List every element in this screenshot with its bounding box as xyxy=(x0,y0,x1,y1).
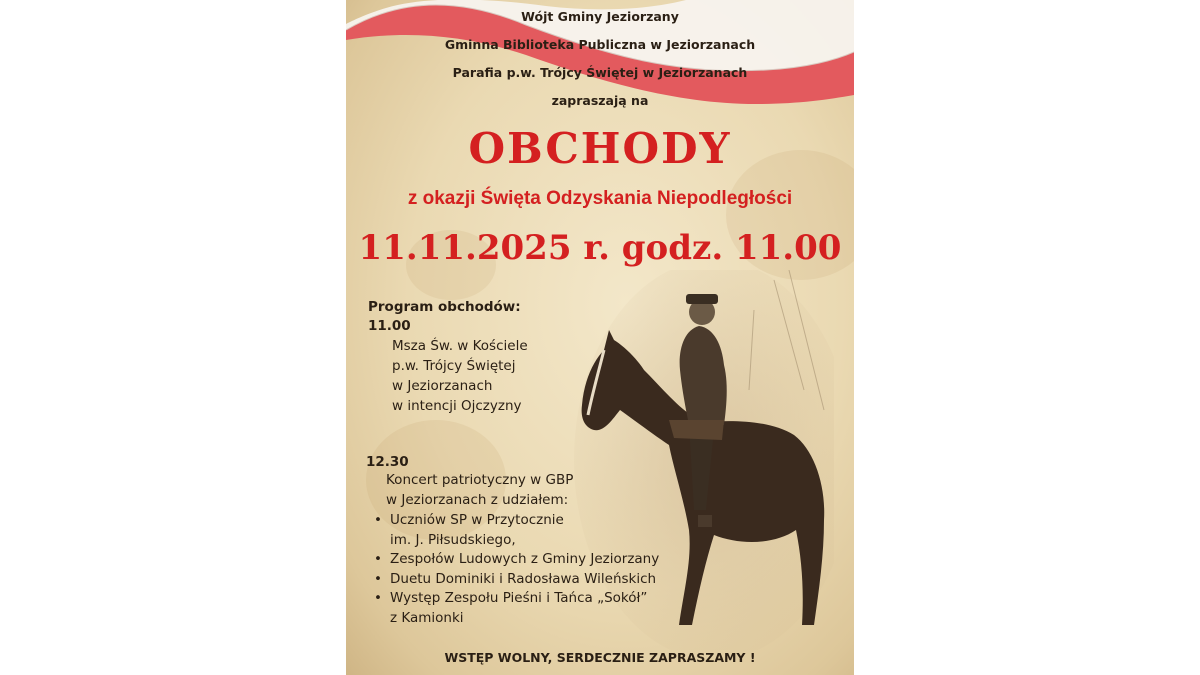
list-item: • Zespołów Ludowych z Gminy Jeziorzany xyxy=(390,551,659,567)
mass-line-3: w Jeziorzanach xyxy=(392,378,493,394)
main-title: OBCHODY xyxy=(468,124,732,173)
invitation-poster xyxy=(346,0,854,675)
mass-line-2: p.w. Trójcy Świętej xyxy=(392,358,516,374)
organizer-line-3: Parafia p.w. Trójcy Świętej w Jeziorzanach xyxy=(452,65,748,80)
event-date: 11.11.2025 r. godz. 11.00 xyxy=(358,228,842,268)
concert-line-1: Koncert patriotyczny w GBP xyxy=(386,472,574,488)
program-time-1: 11.00 xyxy=(368,318,411,334)
footer-invitation: WSTĘP WOLNY, SERDECZNIE ZAPRASZAMY ! xyxy=(444,650,756,665)
subtitle: z okazji Święta Odzyskania Niepodległości xyxy=(407,188,793,209)
list-item-continuation: z Kamionki xyxy=(390,610,464,626)
program-time-2: 12.30 xyxy=(366,454,409,470)
list-item-continuation: im. J. Piłsudskiego, xyxy=(390,532,516,548)
mass-line-4: w intencji Ojczyzny xyxy=(392,398,522,414)
list-item: • Występ Zespołu Pieśni i Tańca „Sokół” xyxy=(390,590,647,606)
invite-line: zapraszają na xyxy=(551,93,649,108)
list-item: • Uczniów SP w Przytocznie xyxy=(390,512,564,528)
organizer-line-2: Gminna Biblioteka Publiczna w Jeziorzanach xyxy=(444,37,756,52)
program-heading: Program obchodów: xyxy=(368,299,521,315)
concert-line-2: w Jeziorzanach z udziałem: xyxy=(386,492,569,508)
organizer-line-1: Wójt Gminy Jeziorzany xyxy=(521,9,679,24)
mass-line-1: Msza Św. w Kościele xyxy=(392,338,528,354)
list-item: • Duetu Dominiki i Radosława Wileńskich xyxy=(390,571,656,587)
